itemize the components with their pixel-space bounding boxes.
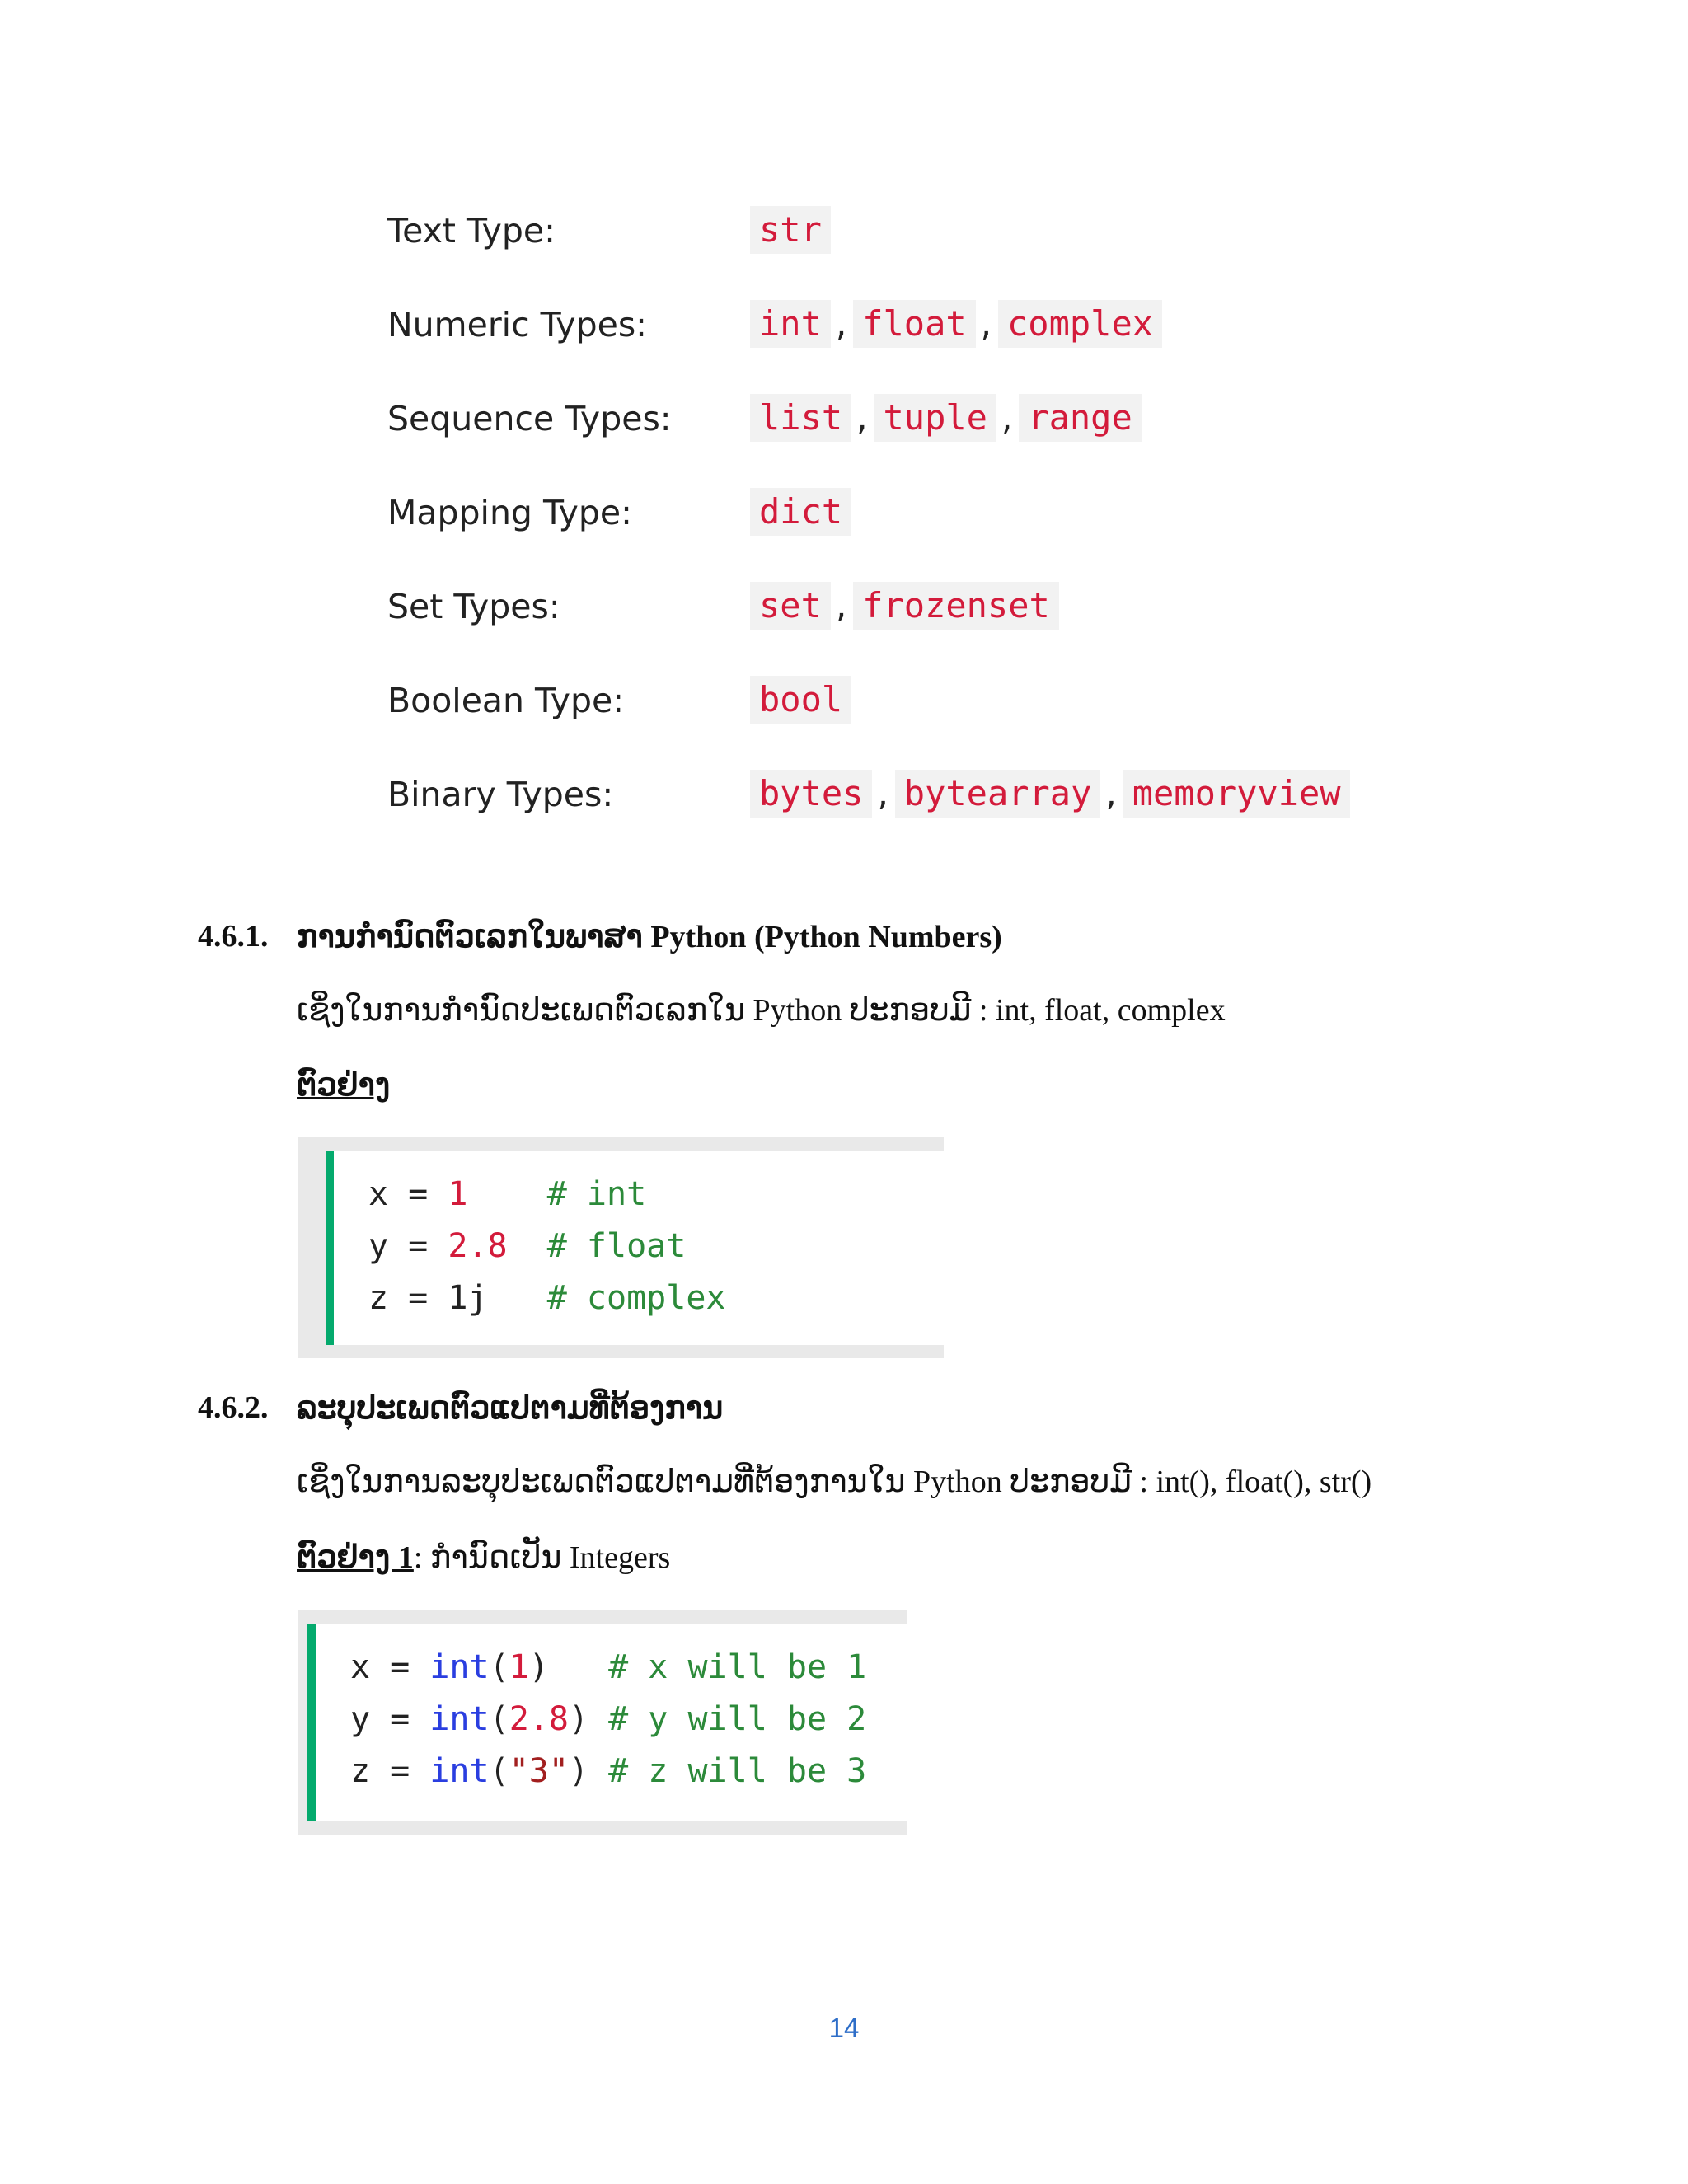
type-code: frozenset xyxy=(853,582,1059,630)
code-example xyxy=(298,1610,907,1835)
example-label-text: ຕົວຢ່າງ xyxy=(297,1068,391,1103)
section-paragraph: ເຊິ່ງໃນການລະບຸປະເພດຕົວແປຕາມທີ່ຕ້ອງການໃນ Python ປະກອບມີ : int(), float(), str() xyxy=(297,1465,1372,1499)
type-label: Mapping Type: xyxy=(387,493,632,532)
type-code: set xyxy=(750,582,831,630)
code-line: x = int(1) # x will be 1 xyxy=(350,1648,867,1686)
example-label xyxy=(297,1066,390,1104)
type-code: bytearray xyxy=(895,770,1101,818)
type-code: float xyxy=(853,300,975,348)
type-label: Text Type: xyxy=(387,211,556,251)
section-paragraph: ເຊິ່ງໃນການກຳນົດປະເພດຕົວເລກໃນ Python ປະກອບມີ : int, float, complex xyxy=(297,993,1226,1028)
type-code: complex xyxy=(998,300,1162,348)
type-code: bool xyxy=(750,676,851,724)
code-line: y = int(2.8) # y will be 2 xyxy=(350,1700,867,1738)
section-title: ລະບຸປະເພດຕົວແປຕາມທີ່ຕ້ອງການ xyxy=(297,1391,724,1426)
type-code: dict xyxy=(750,488,851,536)
type-code: range xyxy=(1019,394,1141,442)
code-example xyxy=(298,1137,944,1358)
type-label: Numeric Types: xyxy=(387,305,647,344)
code-line: x = 1 # int xyxy=(368,1175,647,1213)
type-code: str xyxy=(750,206,831,254)
type-label: Boolean Type: xyxy=(387,681,625,720)
section-number: 4.6.2. xyxy=(198,1390,269,1425)
example-label xyxy=(297,1539,670,1576)
type-code: memoryview xyxy=(1123,770,1350,818)
type-code: int xyxy=(750,300,831,348)
type-label: Binary Types: xyxy=(387,775,614,814)
section-number: 4.6.1. xyxy=(198,919,269,954)
section-title: ການກຳນົດຕົວເລກໃນພາສາ Python (Python Numbers) xyxy=(297,920,1002,954)
example-label-desc: : ກຳນົດເປັນ Integers xyxy=(413,1540,671,1575)
page-number: 14 xyxy=(828,2013,860,2043)
type-label: Set Types: xyxy=(387,587,560,626)
type-label: Sequence Types: xyxy=(387,399,672,438)
code-line: z = int("3") # z will be 3 xyxy=(350,1752,867,1790)
type-code: list xyxy=(750,394,851,442)
code-line: y = 2.8 # float xyxy=(368,1227,687,1265)
type-code: bytes xyxy=(750,770,872,818)
example-label-text: ຕົວຢ່າງ 1 xyxy=(297,1540,414,1575)
code-line: z = 1j # complex xyxy=(368,1279,726,1317)
type-code: tuple xyxy=(874,394,996,442)
